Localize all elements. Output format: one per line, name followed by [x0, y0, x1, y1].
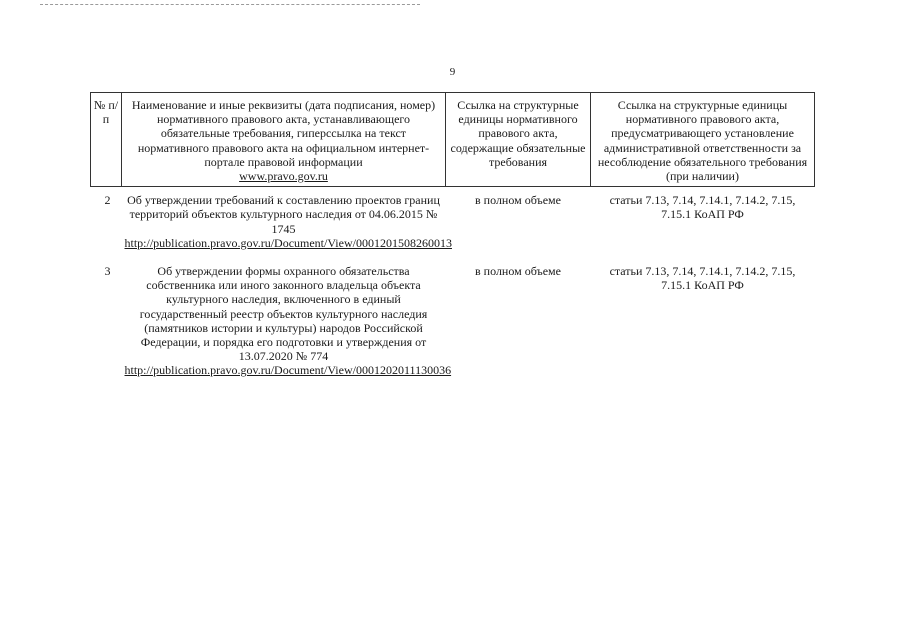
- header-num: № п/п: [91, 93, 122, 187]
- header-act-name-text: Наименование и иные реквизиты (дата подписания, номер) нормативного правового акта, устанавливающего обязательные требования, гиперссылка на текст нормативного правового акта на официальном интернет-портале правовой информации: [131, 98, 436, 169]
- header-pravo-link[interactable]: www.pravo.gov.ru: [239, 169, 328, 184]
- act-name-cell: [122, 187, 452, 256]
- articles-cell: статьи 7.13, 7.14, 7.14.1, 7.14.2, 7.15, 7.15.1 КоАП РФ: [609, 193, 796, 222]
- header-structural-units: Ссылка на структурные единицы нормативного правового акта, содержащие обязательные требования: [446, 93, 591, 187]
- page-number: 9: [449, 66, 456, 78]
- scope-cell: в полном объеме: [475, 264, 561, 279]
- act-link[interactable]: http://publication.pravo.gov.ru/Document/View/0001201508260013: [124, 235, 452, 250]
- table-row: [91, 256, 815, 384]
- header-act-name: [122, 93, 446, 187]
- act-title: Об утверждении требований к составлению проектов границ территорий объектов культурного наследия от 04.06.2015 № 1745: [127, 193, 440, 236]
- act-link[interactable]: http://publication.pravo.gov.ru/Document/View/0001202011130036: [124, 363, 452, 378]
- articles-cell: статьи 7.13, 7.14, 7.14.1, 7.14.2, 7.15, 7.15.1 КоАП РФ: [609, 264, 796, 293]
- table-header: [91, 93, 815, 187]
- header-row: [91, 93, 815, 187]
- header-admin-liability: Ссылка на структурные единицы нормативного правового акта, предусматривающего установление административной ответственности за несоблюдение обязательного требования (при наличии): [591, 93, 815, 187]
- top-decorative-rule: [40, 4, 420, 5]
- scope-cell: в полном объеме: [475, 193, 561, 208]
- requirements-table: [90, 92, 815, 384]
- row-number: 3: [104, 264, 111, 279]
- table-row: [91, 187, 815, 256]
- act-title: Об утверждении формы охранного обязательства собственника или иного законного владельца объекта культурного наследия, включенного в единый государственный реестр объектов культурного наследия (памятников истории и культуры) народов Российской Федерации, и порядка его подготовки и утверждения от 13.07.2020 № 774: [139, 264, 428, 364]
- act-name-cell: [122, 256, 452, 384]
- table-body: [91, 187, 815, 384]
- row-number: 2: [104, 193, 111, 208]
